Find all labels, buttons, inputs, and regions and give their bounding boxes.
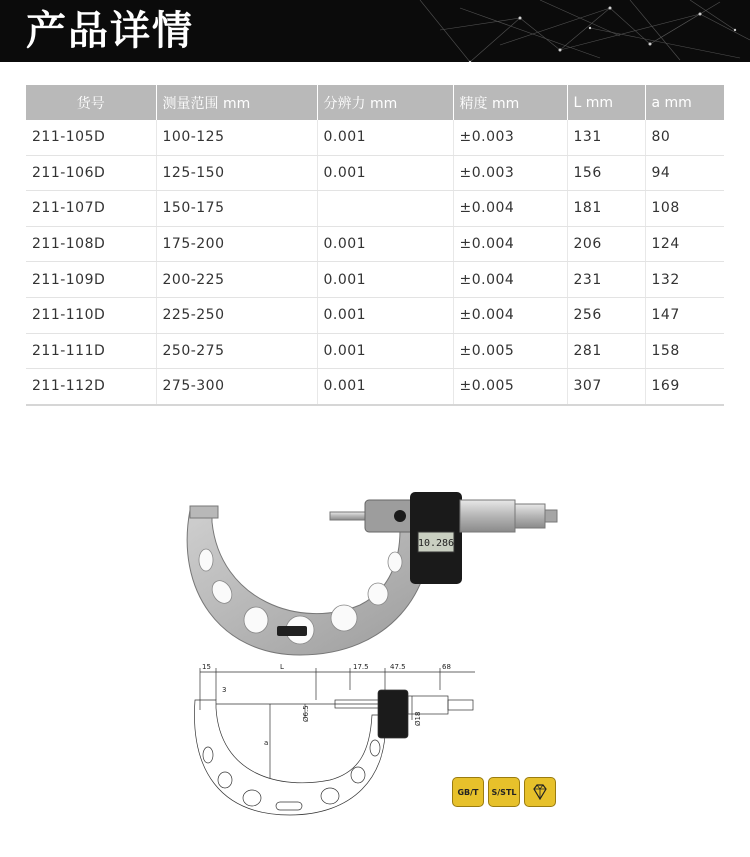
cell-range: 225-250: [156, 297, 317, 333]
cell-resolution: 0.001: [317, 333, 453, 369]
table-row: [26, 369, 724, 405]
micrometer-photo: [160, 470, 560, 660]
cell-l: 281: [567, 333, 645, 369]
diamond-badge: [524, 777, 556, 807]
cell-a: 124: [645, 226, 724, 262]
lcd-reading: 10.286: [417, 538, 455, 549]
dim-15: 15: [202, 663, 211, 671]
cell-l: 206: [567, 226, 645, 262]
header-resolution: 分辨力 mm: [317, 85, 453, 120]
table-row: [26, 333, 724, 369]
table-row: [26, 155, 724, 191]
cell-resolution: 0.001: [317, 297, 453, 333]
cell-accuracy: ±0.005: [453, 369, 567, 405]
cell-l: 181: [567, 191, 645, 227]
cell-accuracy: ±0.004: [453, 297, 567, 333]
cell-accuracy: ±0.005: [453, 333, 567, 369]
cell-resolution: 0.001: [317, 262, 453, 298]
dim-6-5: Ø6.5: [302, 705, 310, 722]
gbt-badge: GB/T: [452, 777, 484, 807]
dim-47-5: 47.5: [390, 663, 406, 671]
diamond-icon: [531, 784, 549, 800]
cell-accuracy: ±0.004: [453, 226, 567, 262]
header-range: 测量范围 mm: [156, 85, 317, 120]
cell-l: 256: [567, 297, 645, 333]
cell-range: 200-225: [156, 262, 317, 298]
cell-resolution: 0.001: [317, 120, 453, 155]
banner: [0, 0, 750, 62]
header-accuracy: 精度 mm: [453, 85, 567, 120]
dim-18: Ø18: [414, 711, 422, 726]
cell-item-no: 211-110D: [26, 297, 156, 333]
cell-accuracy: ±0.004: [453, 191, 567, 227]
dimension-drawing: [180, 660, 480, 820]
cell-accuracy: ±0.003: [453, 120, 567, 155]
header-a: a mm: [645, 85, 724, 120]
cell-resolution: 0.001: [317, 155, 453, 191]
cell-a: 147: [645, 297, 724, 333]
dim-a: a: [264, 739, 269, 747]
cell-l: 231: [567, 262, 645, 298]
table-header-row: [26, 85, 724, 120]
cell-accuracy: ±0.003: [453, 155, 567, 191]
cell-l: 156: [567, 155, 645, 191]
cell-a: 108: [645, 191, 724, 227]
sstl-badge: S/STL: [488, 777, 520, 807]
cell-item-no: 211-108D: [26, 226, 156, 262]
cell-item-no: 211-105D: [26, 120, 156, 155]
table-row: [26, 120, 724, 155]
dim-17-5: 17.5: [353, 663, 369, 671]
header-l: L mm: [567, 85, 645, 120]
table-row: [26, 297, 724, 333]
cell-a: 132: [645, 262, 724, 298]
header-item-no: 货号: [26, 85, 156, 120]
cell-a: 169: [645, 369, 724, 405]
cell-a: 94: [645, 155, 724, 191]
cell-range: 150-175: [156, 191, 317, 227]
dim-68: 68: [442, 663, 451, 671]
cell-item-no: 211-111D: [26, 333, 156, 369]
page-title: 产品详情: [26, 8, 194, 54]
cell-a: 158: [645, 333, 724, 369]
spec-table: [26, 85, 724, 406]
table-row: [26, 191, 724, 227]
cell-range: 175-200: [156, 226, 317, 262]
cell-range: 100-125: [156, 120, 317, 155]
cell-item-no: 211-106D: [26, 155, 156, 191]
cell-l: 131: [567, 120, 645, 155]
table-row: [26, 226, 724, 262]
cell-resolution: 0.001: [317, 226, 453, 262]
dim-l: L: [280, 663, 284, 671]
table-row: [26, 262, 724, 298]
dim-3: 3: [222, 686, 227, 694]
cell-resolution: 0.001: [317, 369, 453, 405]
cell-range: 275-300: [156, 369, 317, 405]
cell-a: 80: [645, 120, 724, 155]
cell-item-no: 211-109D: [26, 262, 156, 298]
cell-item-no: 211-107D: [26, 191, 156, 227]
cell-range: 250-275: [156, 333, 317, 369]
cell-item-no: 211-112D: [26, 369, 156, 405]
cell-range: 125-150: [156, 155, 317, 191]
cell-l: 307: [567, 369, 645, 405]
cell-accuracy: ±0.004: [453, 262, 567, 298]
cell-resolution: [317, 191, 453, 227]
